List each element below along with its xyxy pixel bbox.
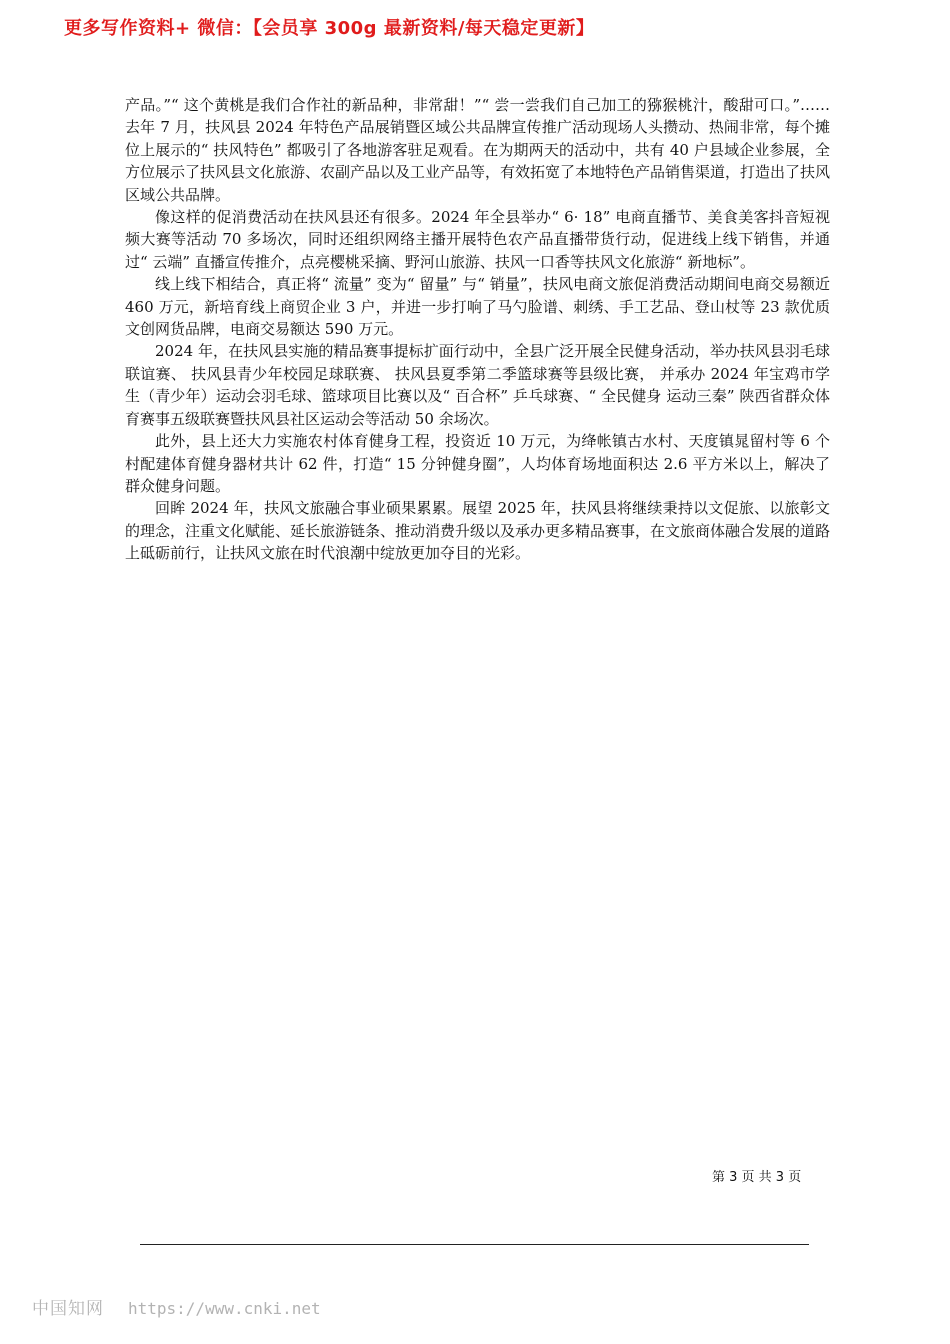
paragraph-outlook: 回眸 2024 年，扶风文旅融合事业硕果累累。展望 2025 年，扶风县将继续秉持以文促旅、以旅彰文的理念，注重文化赋能、延长旅游链条、推动消费升级以及承办更多精品赛事，在文旅商体融合发展的道路上砥砺前行，让扶风文旅在时代浪潮中绽放更加夺目的光彩。 [125, 499, 831, 563]
paragraph-online-offline: 线上线下相结合，真正将“ 流量” 变为“ 留量” 与“ 销量”，扶风电商文旅促消费活动期间电商交易额近 460 万元，新培育线上商贸企业 3 户，并进一步打响了马勺脸谱、刺绣、手工艺品、登山杖等 23 款优质文创网货品牌，电商交易额达 590 万元。 [125, 275, 830, 339]
article-body [125, 94, 830, 565]
paragraph-sports-events: 2024 年，在扶风县实施的精品赛事提标扩面行动中，全县广泛开展全民健身活动，举办扶风县羽毛球联谊赛、 扶风县青少年校园足球联赛、 扶风县夏季第二季篮球赛等县级比赛， 并承办 2024 年宝鸡市学生（青少年）运动会羽毛球、篮球项目比赛以及“ 百合杯” 乒乓球赛、“ 全民健身 运动三秦” 陕西省群众体育赛事五级联赛暨扶风县社区运动会等活动 50 余场次。 [125, 342, 830, 428]
cnki-logo-text: 中国知网 [32, 1299, 104, 1319]
paragraph-rural-fitness: 此外，县上还大力实施农村体育健身工程，投资近 10 万元，为绛帐镇古水村、天度镇晁留村等 6 个村配建体育健身器材共计 62 件，打造“ 15 分钟健身圈”，人均体育场地面积达 2.6 平方米以上，解决了群众健身问题。 [125, 432, 830, 495]
footer-divider [140, 1244, 809, 1245]
page-number: 第 3 页 共 3 页 [712, 1170, 802, 1185]
promo-banner: 更多写作资料+ 微信：【会员享 300g 最新资料/每天稳定更新】 [64, 18, 595, 39]
watermark-url: https://www.cnki.net [128, 1299, 321, 1318]
paragraph-continuation: 产品。”“ 这个黄桃是我们合作社的新品种，非常甜！”“ 尝一尝我们自己加工的猕猴桃汁，酸甜可口。”……去年 7 月，扶风县 2024 年特色产品展销暨区域公共品牌宣传推广活动现场人头攒动、热闹非常，每个摊位上展示的“ 扶风特色” 都吸引了各地游客驻足观看。在为期两天的活动中，共有 40 户县域企业参展，全方位展示了扶风县文化旅游、农副产品以及工业产品等，有效拓宽了本地特色产品销售渠道，打造出了扶风区域公共品牌。 [125, 96, 831, 204]
paragraph-promotion-activities: 像这样的促消费活动在扶风县还有很多。2024 年全县举办“ 6· 18” 电商直播节、美食美客抖音短视频大赛等活动 70 多场次，同时还组织网络主播开展特色农产品直播带货行动，促进线上线下销售，并通过“ 云端” 直播宣传推介，点亮樱桃采摘、野河山旅游、扶风一口香等扶风文化旅游“ 新地标”。 [125, 208, 830, 271]
watermark [32, 1294, 321, 1319]
